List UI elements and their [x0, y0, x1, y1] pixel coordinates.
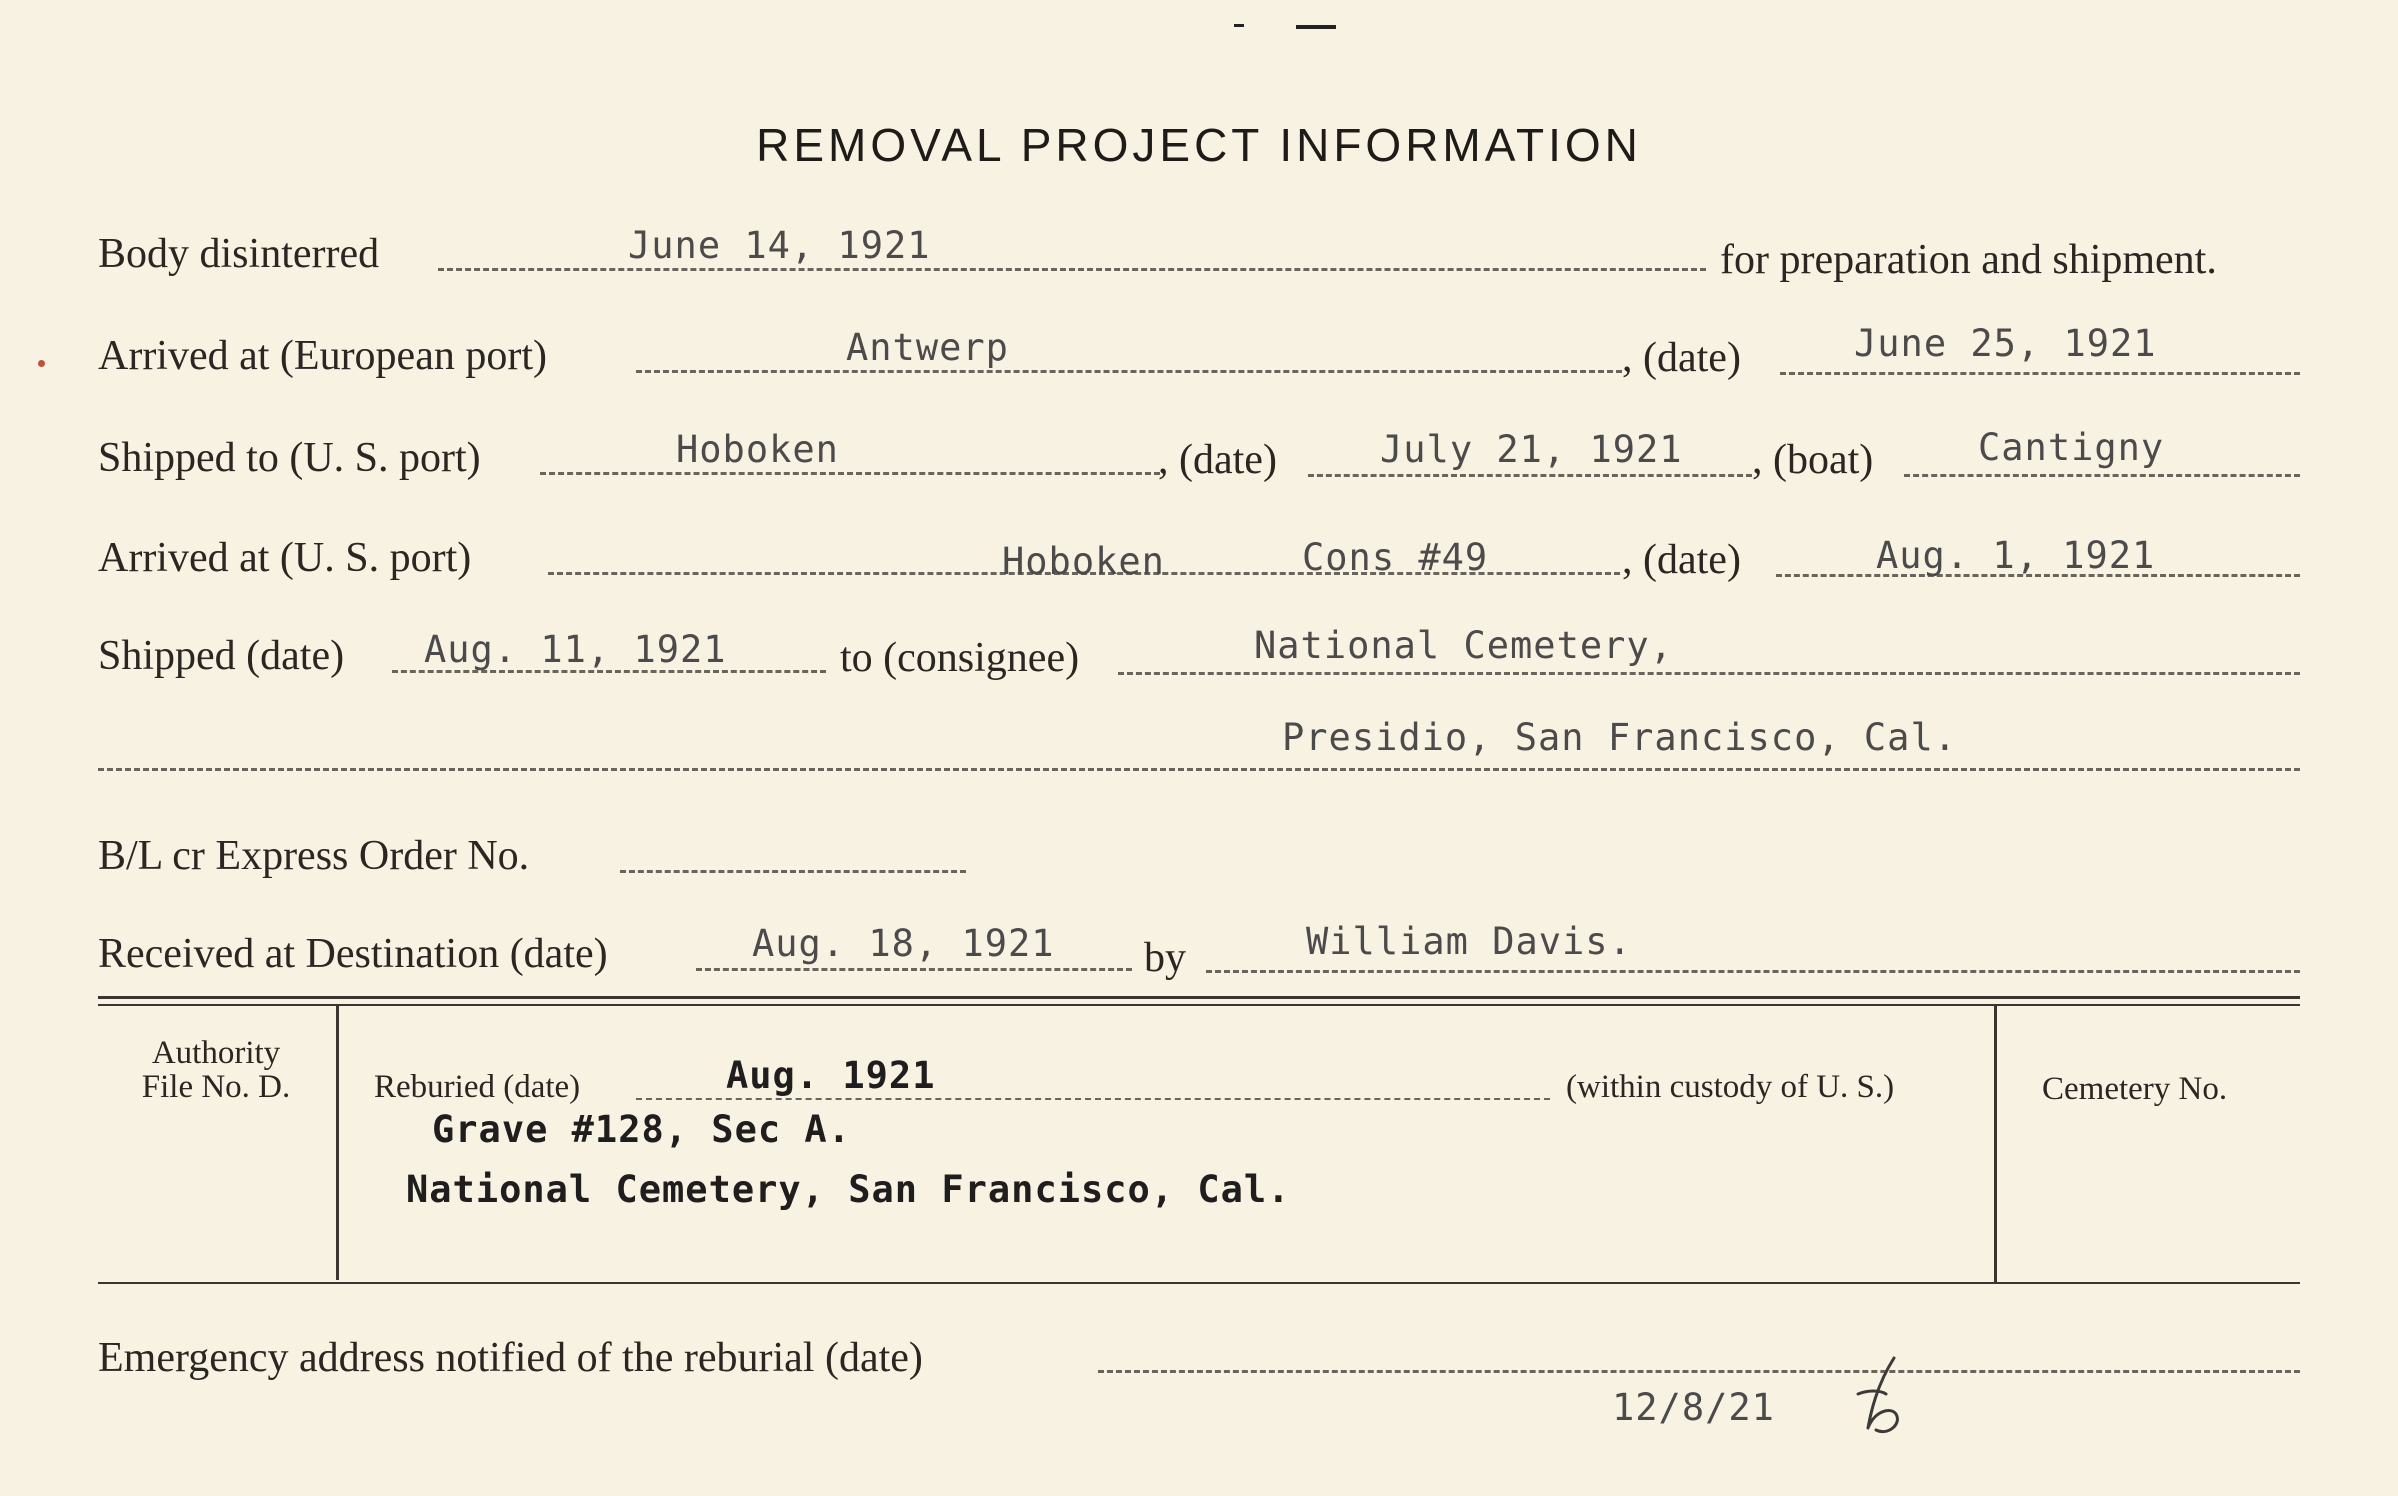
label-boat: , (boat)	[1752, 437, 1874, 483]
label-arrived-us: Arrived at (U. S. port)	[98, 535, 472, 581]
fill-line	[540, 472, 1160, 475]
label-preparation: for preparation and shipment.	[1720, 237, 2217, 283]
fill-line	[438, 268, 1706, 271]
value-consignee-line2: Presidio, San Francisco, Cal.	[1282, 716, 1958, 759]
fill-line	[1308, 474, 1752, 477]
box-top-rule	[98, 996, 2300, 999]
label-shipped-date: Shipped (date)	[98, 633, 345, 679]
box-top-rule-inner	[98, 1004, 2300, 1006]
value-disinterred-date: June 14, 1921	[628, 224, 931, 267]
value-boat: Cantigny	[1978, 426, 2165, 469]
label-date: , (date)	[1622, 335, 1741, 381]
value-european-arrival-date: June 25, 1921	[1854, 322, 2157, 365]
card-title: REMOVAL PROJECT INFORMATION	[756, 119, 1642, 171]
label-authority-file-no: Authority File No. D.	[141, 1035, 291, 1105]
label-body-disinterred: Body disinterred	[98, 231, 380, 277]
label-date: , (date)	[1158, 437, 1277, 483]
fill-line	[1780, 372, 2300, 375]
ink-speck	[1234, 24, 1244, 27]
fill-line	[620, 870, 966, 873]
value-grave: Grave #128, Sec A.	[432, 1108, 851, 1151]
ink-speck	[1296, 25, 1336, 29]
value-received-by: William Davis.	[1306, 920, 1632, 963]
fill-line	[98, 768, 2300, 771]
label-reburied-date: Reburied (date)	[374, 1069, 581, 1105]
fill-line	[696, 968, 1132, 971]
value-consignment: Cons #49	[1302, 536, 1489, 579]
label-emergency-address: Emergency address notified of the reburial (date)	[98, 1335, 923, 1381]
fill-line	[1118, 672, 2300, 675]
value-shipped-date: July 21, 1921	[1380, 428, 1683, 471]
value-us-port: Hoboken	[676, 428, 839, 471]
label-date: , (date)	[1622, 537, 1741, 583]
value-us-arrival-date: Aug. 1, 1921	[1876, 534, 2156, 577]
box-divider-left	[336, 1006, 339, 1280]
label-custody: (within custody of U. S.)	[1566, 1069, 1895, 1105]
value-emergency-date: 12/8/21	[1612, 1386, 1775, 1429]
value-received-date: Aug. 18, 1921	[752, 922, 1055, 965]
value-cemetery-location: National Cemetery, San Francisco, Cal.	[406, 1168, 1291, 1211]
label-consignee: to (consignee)	[840, 635, 1080, 681]
value-consignee-line1: National Cemetery,	[1254, 624, 1673, 667]
box-divider-right	[1994, 1006, 1997, 1282]
fill-line	[1904, 474, 2300, 477]
label-bl-order: B/L cr Express Order No.	[98, 833, 530, 879]
value-reburied-date: Aug. 1921	[726, 1054, 936, 1097]
fill-line	[636, 370, 1622, 373]
label-shipped-to: Shipped to (U. S. port)	[98, 435, 481, 481]
label-arrived-european: Arrived at (European port)	[98, 333, 547, 379]
value-us-arrival-port: Hoboken	[1002, 540, 1165, 583]
handwritten-initials-signature	[1850, 1350, 1930, 1440]
red-dot-mark	[38, 360, 45, 367]
value-shipped-final-date: Aug. 11, 1921	[424, 628, 727, 671]
fill-line	[1098, 1370, 2300, 1373]
label-received: Received at Destination (date)	[98, 931, 608, 977]
label-cemetery-no: Cemetery No.	[2042, 1071, 2228, 1107]
box-bottom-rule	[336, 1282, 2300, 1284]
label-by: by	[1144, 935, 1186, 981]
value-european-port: Antwerp	[846, 326, 1009, 369]
fill-line	[1206, 970, 2300, 973]
fill-line	[636, 1098, 1550, 1100]
